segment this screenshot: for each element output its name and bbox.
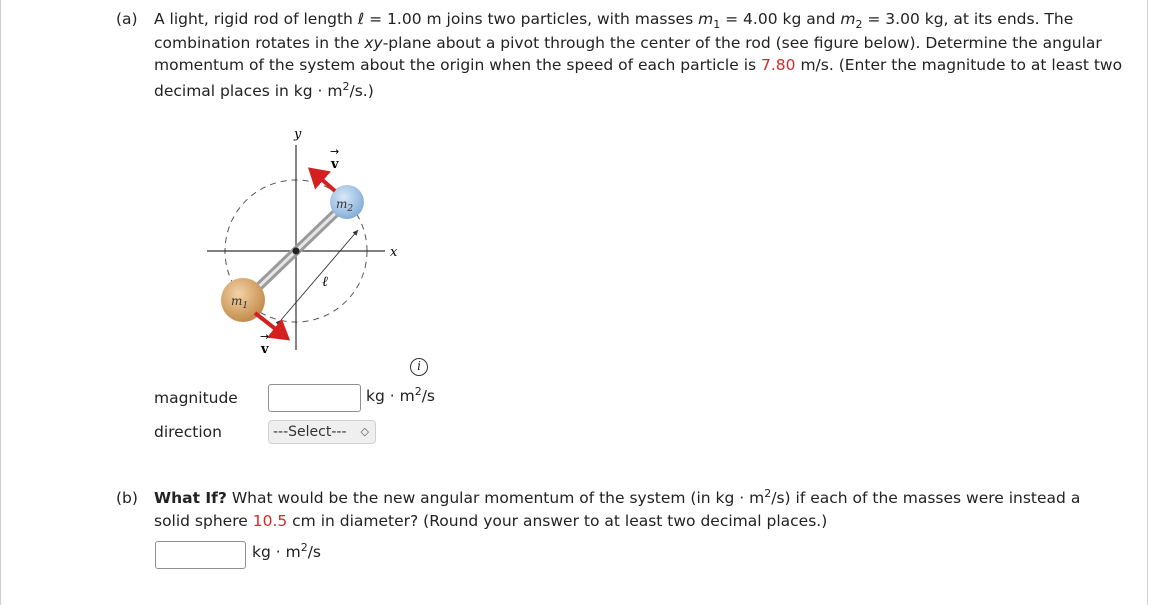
x-axis-label: x: [390, 245, 398, 260]
magnitude-unit: kg · $m^2/s$: [366, 384, 436, 405]
rotating-rod-figure: [195, 120, 415, 370]
m1-label: $m_1$: [231, 294, 249, 311]
part-a-line2: combination rotates in the xy-plane about a pivot through the center of the rod (see figure below). Determine the angular: [154, 34, 1102, 52]
part-b-line1: What If? What would be the new angular momentum of the system (in kg · $m^2/s$) if each of the masses were instead a: [154, 486, 1081, 507]
direction-select[interactable]: ---Select--- ◇: [268, 420, 376, 444]
length-dimension: [281, 230, 358, 320]
svg-text:→: →: [330, 145, 340, 158]
part-b-answer-input[interactable]: [155, 541, 246, 569]
m2-label: $m_2$: [336, 197, 354, 214]
part-a-line3: momentum of the system about the origin when the speed of each particle is 7.80 m/s. (Enter the magnitude to at least two: [154, 56, 1123, 74]
part-b-line2: solid sphere 10.5 cm in diameter? (Round your answer to at least two decimal places.): [154, 512, 828, 530]
part-a-label: (a): [116, 10, 138, 28]
magnitude-label: magnitude: [154, 389, 238, 407]
pivot: [293, 248, 300, 255]
direction-label: direction: [154, 423, 222, 441]
part-a-line1: A light, rigid rod of length ℓ = 1.00 m joins two particles, with masses $m_1 = 4.00$ kg and $m_2 = 3.00$ kg, at its ends. The: [154, 10, 1074, 32]
y-axis-label: y: [294, 127, 302, 142]
ell-label: ℓ: [322, 274, 328, 290]
magnitude-input[interactable]: [268, 384, 361, 412]
part-b-unit: kg · $m^2/s$: [252, 540, 322, 561]
speed-value: 7.80: [761, 56, 796, 74]
part-b-label: (b): [116, 489, 138, 507]
svg-text:→: →: [260, 330, 270, 343]
v-label-top: v: [331, 157, 339, 172]
velocity-arrow-m2: [311, 170, 335, 191]
select-chevron-icon: ◇: [360, 425, 369, 438]
diameter-value: 10.5: [252, 512, 288, 530]
part-a-line4: decimal places in kg · $m^2/s$.): [154, 79, 374, 100]
info-icon[interactable]: i: [410, 358, 428, 376]
v-label-bottom: v: [261, 342, 269, 357]
